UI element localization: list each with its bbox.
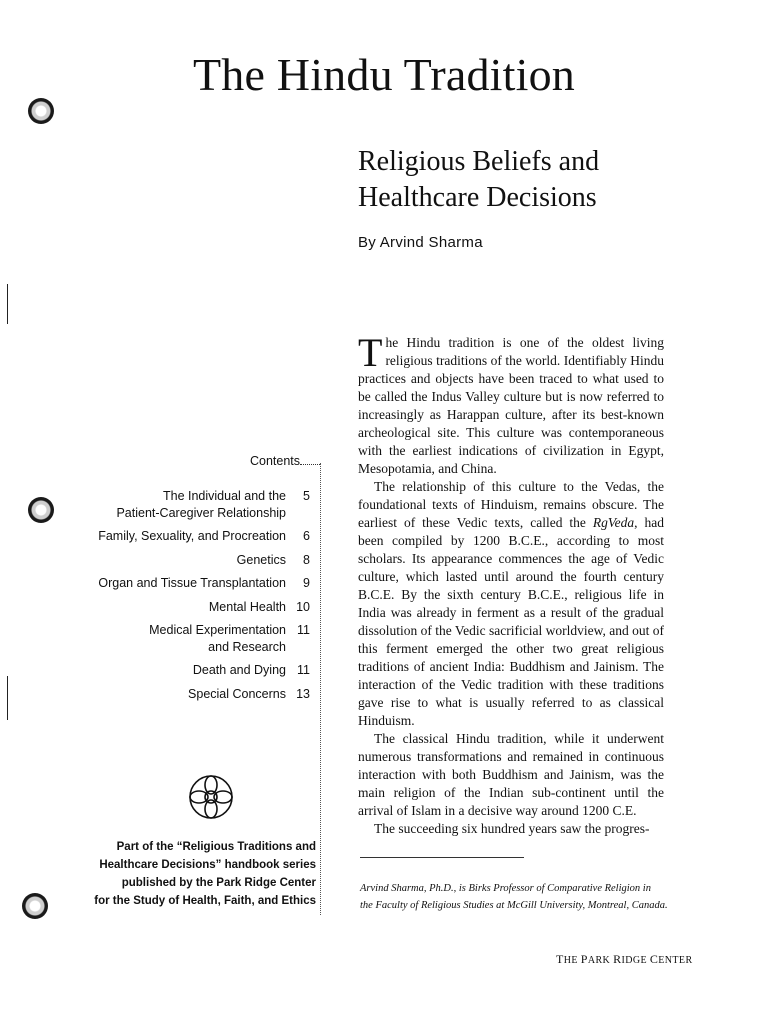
paragraph: The succeeding six hundred years saw the progres- <box>374 821 650 836</box>
subtitle-line: Religious Beliefs and <box>358 146 600 177</box>
subtitle-line: Healthcare Decisions <box>358 182 597 213</box>
paragraph: The classical Hindu tradition, while it underwent numerous transformations and remained in continuous interaction with both Buddhism and Jainism, was the main religion of the Indian sub-continent until the arrival of Islam in a decisive way around 1200 C.E. <box>358 731 664 818</box>
toc-label: Family, Sexuality, and Procreation <box>98 529 286 543</box>
punch-hole-middle <box>28 497 54 523</box>
byline: By Arvind Sharma <box>358 234 483 251</box>
table-of-contents <box>88 488 310 709</box>
author-footnote <box>360 880 680 914</box>
toc-label: Genetics <box>236 552 286 567</box>
punch-hole-top <box>28 98 54 124</box>
lotus-ornament-icon <box>186 772 236 822</box>
page-title: The Hindu Tradition <box>192 49 576 100</box>
toc-label: The Individual and the <box>162 489 286 503</box>
toc-item <box>88 552 310 569</box>
contents-heading: Contents <box>249 454 300 468</box>
footer-publisher: THE PARK RIDGE CENTER <box>556 952 693 966</box>
toc-page: 5 <box>303 489 310 503</box>
article-body <box>358 330 665 838</box>
toc-item <box>88 622 310 655</box>
scan-mark-upper <box>7 284 8 324</box>
toc-item <box>88 528 310 545</box>
toc-page: 9 <box>303 576 310 590</box>
toc-page: 6 <box>303 529 310 543</box>
toc-label: and Research <box>208 639 286 654</box>
toc-label: Organ and Tissue Transplantation <box>98 576 286 590</box>
scan-mark-lower <box>7 676 8 720</box>
toc-page: 13 <box>296 686 310 701</box>
toc-item <box>88 686 310 703</box>
toc-label: Patient-Caregiver Relationship <box>116 505 286 520</box>
toc-label: Mental Health <box>208 599 286 614</box>
footnote-rule <box>360 857 524 858</box>
drop-cap: T <box>358 330 383 375</box>
subtitle <box>358 144 738 216</box>
series-note-line: for the Study of Health, Faith, and Ethics <box>94 895 316 907</box>
toc-item <box>88 575 310 592</box>
footnote-line: the Faculty of Religious Studies at McGill University, Montreal, Canada. <box>360 900 668 911</box>
toc-page: 8 <box>303 552 310 567</box>
toc-label: Medical Experimentation <box>149 623 286 637</box>
toc-label: Death and Dying <box>192 663 286 677</box>
series-note-line: published by the Park Ridge Center <box>121 877 316 889</box>
contents-leader <box>300 464 320 465</box>
series-note-line: Healthcare Decisions” handbook series <box>99 859 316 871</box>
toc-item <box>88 662 310 679</box>
rgveda-title: RgVeda <box>592 515 635 530</box>
toc-label: Special Concerns <box>188 686 286 701</box>
toc-item <box>88 599 310 616</box>
footnote-line: Arvind Sharma, Ph.D., is Birks Professor of Comparative Religion in <box>360 883 651 894</box>
toc-item <box>88 488 310 521</box>
series-note <box>60 838 316 910</box>
toc-page: 10 <box>296 599 310 614</box>
toc-page: 11 <box>297 663 310 677</box>
series-note-line: Part of the “Religious Traditions and <box>116 841 316 853</box>
paragraph: The relationship of this culture to the Vedas, the foundational texts of Hinduism, remains obscure. The earliest of these Vedic texts, called the RgVeda, had been compiled by 1200 B.C.E., according to most scholars. Its appearance commences the age of Vedic culture, which lasted until around the fourth century B.C.E. By the sixth century B.C.E., religious life in India was already in ferment as a result of the gradual dissolution of the Vedic sacrificial worldview, and out of this ferment emerged the other two great religious traditions of ancient India: Buddhism and Jainism. The interaction of the Vedic tradition with these traditions gave rise to what is usually referred to as classical Hinduism. <box>358 479 665 728</box>
paragraph: The Hindu tradition is one of the oldest living religious traditions of the world. Identifiably Hindu practices and objects have been traced to what used to be called the Indus Valley culture but is now referred to increasingly as Harappan culture, after its best-known archeological site. This culture was contemporaneous with the earliest indications of civilization in Egypt, Mesopotamia, and China. <box>358 330 664 476</box>
contents-divider <box>320 463 321 915</box>
toc-page: 11 <box>297 623 310 637</box>
punch-hole-bottom <box>22 893 48 919</box>
